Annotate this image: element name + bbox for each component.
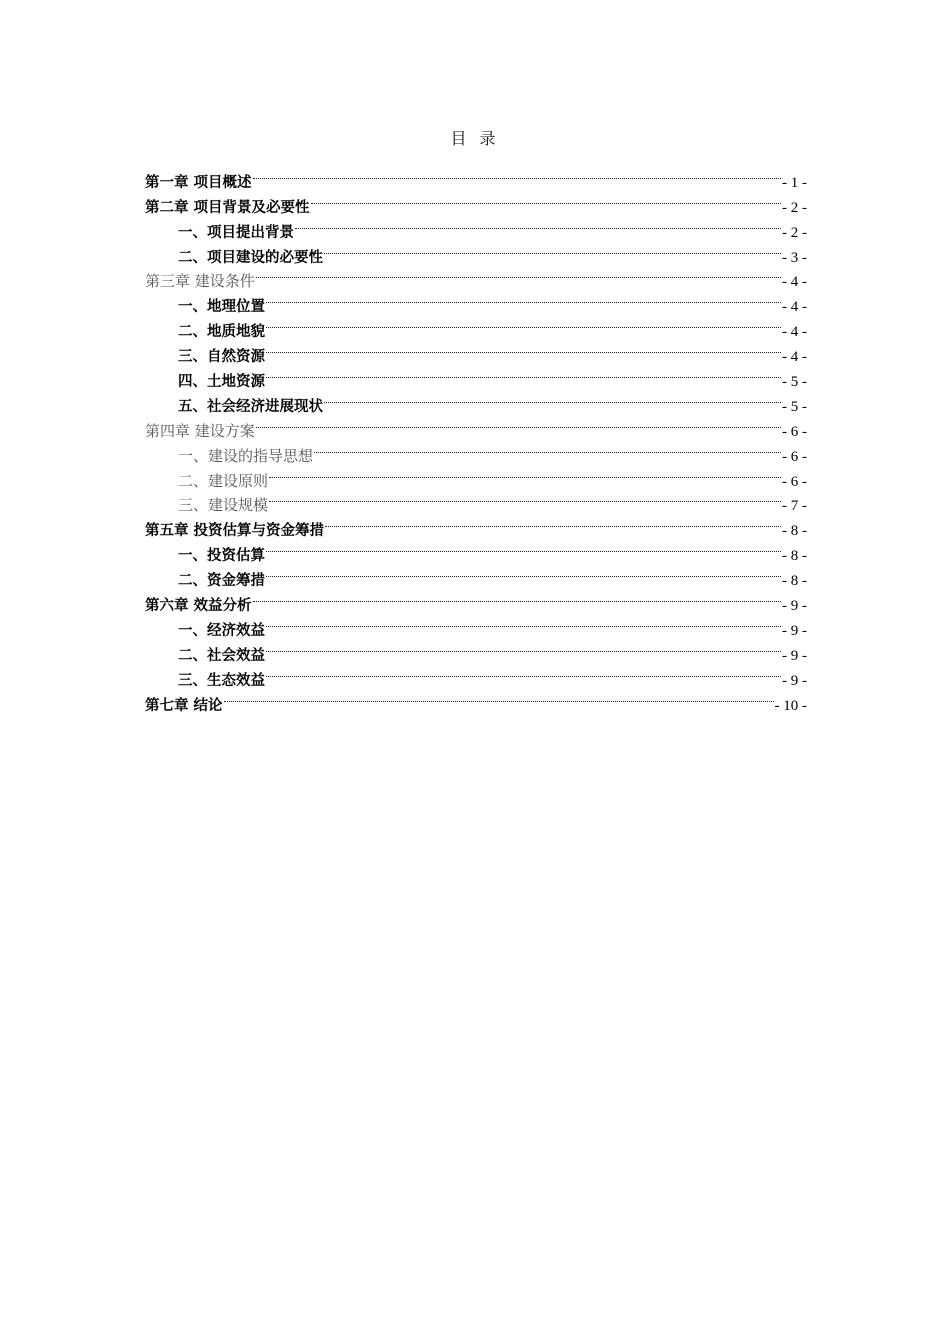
- toc-dot-leader: [266, 286, 781, 311]
- toc-entry-label: 一、经济效益: [178, 622, 265, 639]
- toc-dot-leader: [266, 311, 781, 336]
- toc-entry-page-number: - 4 -: [782, 324, 807, 341]
- toc-dot-leader: [224, 685, 774, 710]
- toc-dot-leader: [253, 585, 781, 610]
- toc-dot-leader: [266, 336, 781, 361]
- toc-entry-page-number: - 5 -: [782, 398, 807, 415]
- toc-entry-page-number: - 6 -: [782, 473, 807, 490]
- toc-entry-label: 二、资金筹措: [178, 573, 265, 590]
- toc-dot-leader: [266, 635, 781, 660]
- toc-entry-label: 三、自然资源: [178, 349, 265, 366]
- toc-dot-leader: [325, 510, 781, 535]
- toc-entry-label: 三、建设规模: [178, 496, 269, 515]
- toc-entry-page-number: - 4 -: [782, 349, 807, 366]
- toc-entry-label: 三、生态效益: [178, 672, 265, 689]
- toc-entry-label: 第六章 效益分析: [145, 598, 252, 615]
- toc-entry[interactable]: [145, 162, 807, 191]
- toc-dot-leader: [324, 386, 781, 411]
- toc-entry[interactable]: [145, 685, 807, 714]
- toc-dot-leader: [295, 212, 781, 237]
- toc-dot-leader: [269, 486, 781, 511]
- toc-entry-page-number: - 9 -: [782, 672, 807, 689]
- toc-dot-leader: [253, 162, 781, 187]
- toc-dot-leader: [314, 436, 781, 461]
- toc-entry-page-number: - 9 -: [782, 598, 807, 615]
- toc-entry-label: 四、土地资源: [178, 374, 265, 391]
- toc-entry-page-number: - 1 -: [782, 174, 807, 191]
- toc-dot-leader: [256, 262, 781, 287]
- toc-dot-leader: [266, 610, 781, 635]
- toc-entry-label: 五、社会经济进展现状: [178, 398, 323, 415]
- toc-entry-label: 第四章 建设方案: [145, 421, 255, 440]
- toc-entry-page-number: - 6 -: [782, 448, 807, 465]
- toc-dot-leader: [324, 237, 781, 262]
- toc-dot-leader: [266, 660, 781, 685]
- toc-dot-leader: [266, 535, 781, 560]
- toc-entry-label: 二、建设原则: [178, 471, 269, 490]
- toc-entry-page-number: - 7 -: [782, 498, 807, 515]
- toc-title: 目 录: [450, 129, 500, 148]
- toc-entry-label: 二、社会效益: [178, 647, 265, 664]
- toc-entry-label: 第二章 项目背景及必要性: [145, 199, 310, 216]
- toc-dot-leader: [266, 560, 781, 585]
- toc-dot-leader: [266, 361, 781, 386]
- toc-entry-page-number: - 5 -: [782, 374, 807, 391]
- table-of-contents: [145, 162, 807, 714]
- toc-entry-page-number: - 3 -: [782, 249, 807, 266]
- toc-entry-label: 一、建设的指导思想: [178, 446, 314, 465]
- toc-entry-label: 一、地理位置: [178, 299, 265, 316]
- toc-entry-label: 第一章 项目概述: [145, 174, 252, 191]
- toc-entry-label: 一、项目提出背景: [178, 224, 294, 241]
- toc-entry-label: 第三章 建设条件: [145, 272, 255, 291]
- toc-entry-label: 一、投资估算: [178, 548, 265, 565]
- toc-entry-label: 二、地质地貌: [178, 324, 265, 341]
- toc-dot-leader: [256, 411, 781, 436]
- toc-entry-page-number: - 9 -: [782, 622, 807, 639]
- toc-entry-label: 第七章 结论: [145, 697, 223, 714]
- toc-entry-page-number: - 10 -: [774, 697, 807, 714]
- toc-entry-page-number: - 4 -: [782, 299, 807, 316]
- toc-entry-label: 二、项目建设的必要性: [178, 249, 323, 266]
- toc-entry-page-number: - 9 -: [782, 647, 807, 664]
- toc-entry-page-number: - 8 -: [782, 573, 807, 590]
- toc-entry-page-number: - 6 -: [782, 423, 807, 440]
- toc-entry-page-number: - 2 -: [782, 224, 807, 241]
- toc-entry-label: 第五章 投资估算与资金筹措: [145, 523, 325, 540]
- toc-dot-leader: [311, 187, 781, 212]
- toc-entry-page-number: - 8 -: [782, 523, 807, 540]
- toc-entry-page-number: - 2 -: [782, 199, 807, 216]
- toc-entry-page-number: - 8 -: [782, 548, 807, 565]
- toc-dot-leader: [269, 461, 781, 486]
- toc-entry-page-number: - 4 -: [782, 274, 807, 291]
